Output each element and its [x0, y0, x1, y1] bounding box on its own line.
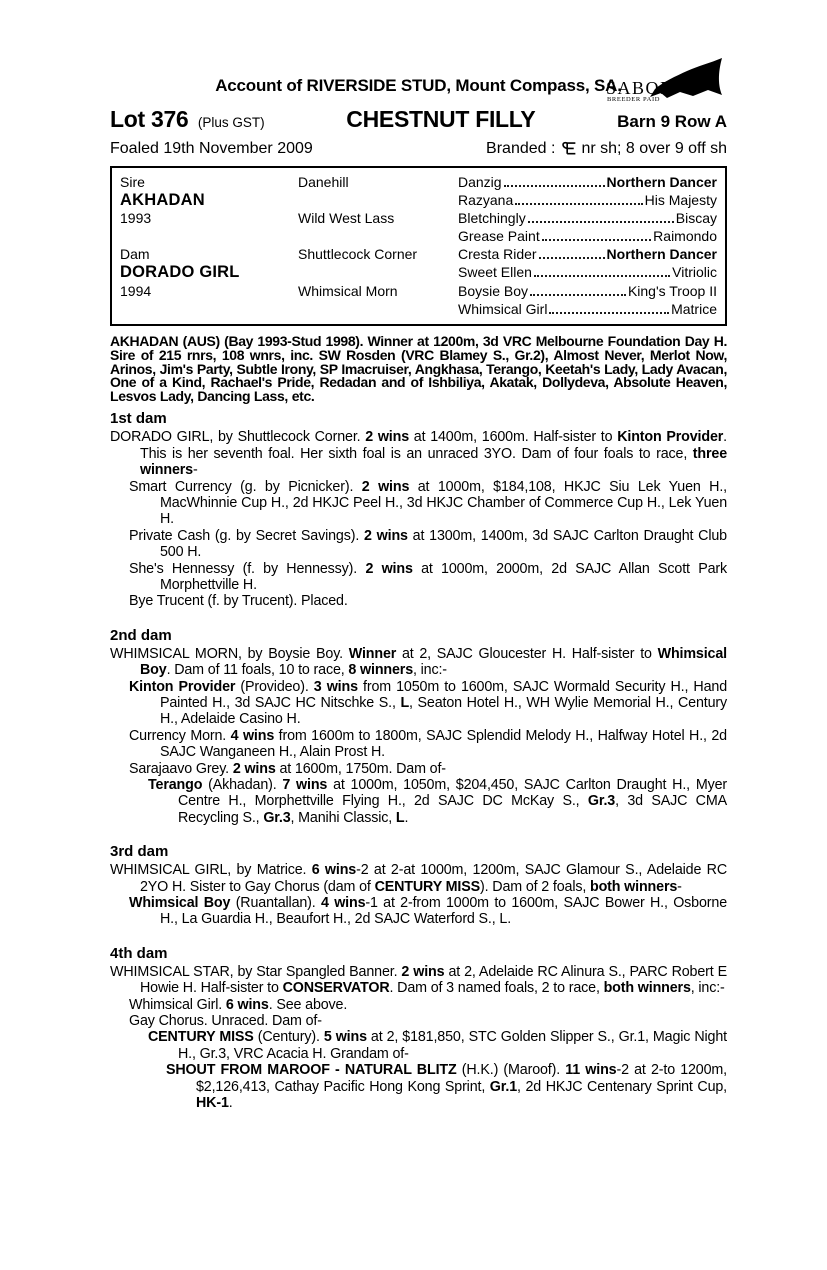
gst-note: (Plus GST)	[197, 115, 265, 130]
foaled-row	[110, 140, 727, 158]
section-2nd-dam	[110, 628, 727, 826]
dam-detail: WHIMSICAL GIRL, by Matrice. 6 wins-2 at 2-at 1000m, 1200m, SAJC Glamour S., Adelaide RC 2YO H. Sister to Gay Chorus (dam of CENTURY MISS). Dam of 2 foals, both winners-	[110, 862, 727, 895]
section-4th-dam	[110, 946, 727, 1112]
branded-info	[486, 140, 727, 158]
pedigree-gen3-row	[458, 191, 717, 209]
dot-leader	[515, 203, 642, 205]
sire-year: 1993	[120, 210, 152, 227]
pedigree-gen3-row	[458, 245, 717, 263]
sire-dam: Wild West Lass	[298, 210, 395, 227]
foaled-date: Foaled 19th November 2009	[110, 140, 313, 157]
progeny-entry: Bye Trucent (f. by Trucent). Placed.	[129, 593, 348, 610]
section-heading: 4th dam	[110, 944, 168, 962]
lot-number-group	[110, 106, 265, 133]
section-3rd-dam	[110, 844, 727, 928]
branded-label: Branded :	[486, 140, 556, 157]
sabois-subtitle: BREEDER PAID	[607, 96, 661, 103]
progeny-entry: Gay Chorus. Unraced. Dam of-	[129, 1013, 322, 1030]
dam-sire: Shuttlecock Corner	[298, 246, 418, 263]
ancestor-parent: Matrice	[671, 300, 717, 317]
section-heading: 3rd dam	[110, 843, 169, 861]
dam-name: DORADO GIRL	[120, 263, 240, 282]
ancestor-name: Boysie Boy	[458, 282, 529, 299]
pedigree-gen3-row	[458, 227, 717, 245]
lot-number: Lot 376	[110, 106, 189, 132]
pedigree-table	[110, 166, 727, 326]
ancestor-name: Cresta Rider	[458, 246, 537, 263]
sabois-wordmark: SABOIS	[606, 78, 680, 98]
dot-leader	[530, 294, 626, 296]
pedigree-gen3-row	[458, 282, 717, 300]
barn-location: Barn 9 Row A	[617, 112, 727, 131]
progeny-entry: Terango (Akhadan). 7 wins at 1000m, 1050m, $204,450, SAJC Carlton Draught H., Myer Centre H., Morphettville Flying H., 2d SAJC DC McKay S., Gr.3, 3d SAJC CMA Recycling S., Gr.3, Manihi Classic, L.	[148, 777, 728, 826]
pedigree-gen3-row	[458, 263, 717, 281]
sire-label: Sire	[120, 174, 145, 190]
progeny-entry: Private Cash (g. by Secret Savings). 2 wins at 1300m, 1400m, 3d SAJC Carlton Draught Club 500 H.	[129, 527, 727, 561]
brand-mark-icon	[559, 140, 577, 156]
dam-year: 1994	[120, 282, 152, 299]
pedigree-gen3-row	[458, 173, 717, 191]
ancestor-name: Whimsical Girl	[458, 300, 548, 317]
dot-leader	[528, 221, 674, 223]
progeny-entry: Smart Currency (g. by Picnicker). 2 wins at 1000m, $184,108, HKJC Siu Lek Yuen H., MacWhinnie Cup H., 2d HKJC Peel H., 3d HKJC Chamber of Commerce Cup H., Lek Yuen H.	[129, 478, 727, 528]
ancestor-name: Sweet Ellen	[458, 264, 532, 281]
section-heading: 2nd dam	[110, 626, 172, 644]
pedigree-gen3-row	[458, 209, 717, 227]
ancestor-parent: Raimondo	[653, 228, 717, 245]
brand-description: nr sh; 8 over 9 off sh	[581, 140, 727, 157]
pedigree-gen3-row	[458, 300, 717, 318]
ancestor-parent: Northern Dancer	[606, 174, 717, 190]
progeny-entry: Whimsical Girl. 6 wins. See above.	[129, 996, 348, 1013]
page-title: CHESTNUT FILLY	[346, 106, 536, 132]
section-1st-dam	[110, 411, 727, 609]
progeny-entry: She's Hennessy (f. by Hennessy). 2 wins at 1000m, 2000m, 2d SAJC Allan Scott Park Morphettville H.	[129, 560, 728, 593]
dot-leader	[549, 312, 669, 314]
dot-leader	[534, 275, 670, 277]
section-heading: 1st dam	[110, 410, 167, 428]
progeny-entry: CENTURY MISS (Century). 5 wins at 2, $181,850, STC Golden Slipper S., Gr.1, Magic Night H., Gr.3, VRC Acacia H. Grandam of-	[148, 1029, 727, 1062]
sire-summary: AKHADAN (AUS) (Bay 1993-Stud 1998). Winner at 1200m, 3d VRC Melbourne Foundation Day H. Sire of 215 rnrs, 108 wnrs, inc. SW Rosden (VRC Blamey S., Gr.2), Almost Never, Merlot Now, Arinos, Jim's Party, Subtle Irony, SP Imacruiser, Angkhasa, Terango, Keetah's Lady, Lady Avacan, One of a Kind, Rachael's Pride, Redadan and of Ishbiliya, Akatak, Dollydeva, Absolute Heaven, Lesvos Lady, Dancing Lass, etc.	[110, 332, 727, 405]
progeny-entry: Whimsical Boy (Ruantallan). 4 wins-1 at 2-from 1000m to 1600m, SAJC Bower H., Osborne H., La Guardia H., Beaufort H., 2d SAJC Waterford S., L.	[129, 895, 727, 928]
dam-detail: WHIMSICAL STAR, by Star Spangled Banner. 2 wins at 2, Adelaide RC Alinura S., PARC Robert E Howie H. Half-sister to CONSERVATOR. Dam of 3 named foals, 2 to race, both winners, inc:-	[110, 963, 727, 997]
ancestor-name: Bletchingly	[458, 210, 526, 227]
dot-leader	[504, 185, 605, 187]
ancestor-parent: King's Troop II	[627, 282, 717, 299]
ancestor-name: Razyana	[458, 192, 514, 209]
sire-name: AKHADAN	[120, 191, 205, 210]
ancestor-parent: Northern Dancer	[606, 246, 717, 263]
ancestor-name: Grease Paint	[458, 228, 540, 245]
account-line: Account of RIVERSIDE STUD, Mount Compass, SA.	[215, 76, 622, 95]
ancestor-name: Danzig	[458, 174, 502, 190]
sire-sire: Danehill	[298, 174, 349, 190]
dam-label: Dam	[120, 246, 150, 263]
lot-row	[110, 106, 727, 133]
ancestor-parent: His Majesty	[644, 192, 717, 209]
ancestor-parent: Vitriolic	[672, 264, 717, 281]
progeny-entry: SHOUT FROM MAROOF - NATURAL BLITZ (H.K.) (Maroof). 11 wins-2 at 2-to 1200m, $2,126,413, Cathay Pacific Hong Kong Sprint, Gr.1, 2d HKJC Centenary Sprint Cup, HK-1.	[166, 1062, 727, 1112]
dam-detail: DORADO GIRL, by Shuttlecock Corner. 2 wins at 1400m, 1600m. Half-sister to Kinton Provider. This is her seventh foal. Her sixth foal is an unraced 3YO. Dam of four foals to race, three winners-	[110, 429, 727, 479]
progeny-entry: Currency Morn. 4 wins from 1600m to 1800m, SAJC Splendid Melody H., Halfway Hotel H., 2d SAJC Wanganeen H., Alain Prost H.	[129, 727, 727, 761]
dam-dam: Whimsical Morn	[298, 282, 398, 299]
dot-leader	[539, 257, 605, 259]
ancestor-parent: Biscay	[675, 210, 717, 227]
dot-leader	[542, 239, 651, 241]
progeny-entry: Kinton Provider (Provideo). 3 wins from 1050m to 1600m, SAJC Wormald Security H., Hand Painted H., 3d SAJC HC Nitschke S., L, Seaton Hotel H., WH Wylie Memorial H., Century H., Adelaide Casino H.	[129, 678, 728, 728]
dam-detail: WHIMSICAL MORN, by Boysie Boy. Winner at 2, SAJC Gloucester H. Half-sister to Whimsical Boy. Dam of 11 foals, 10 to race, 8 winners, inc:-	[110, 645, 727, 679]
progeny-entry: Sarajaavo Grey. 2 wins at 1600m, 1750m. Dam of-	[129, 760, 446, 777]
